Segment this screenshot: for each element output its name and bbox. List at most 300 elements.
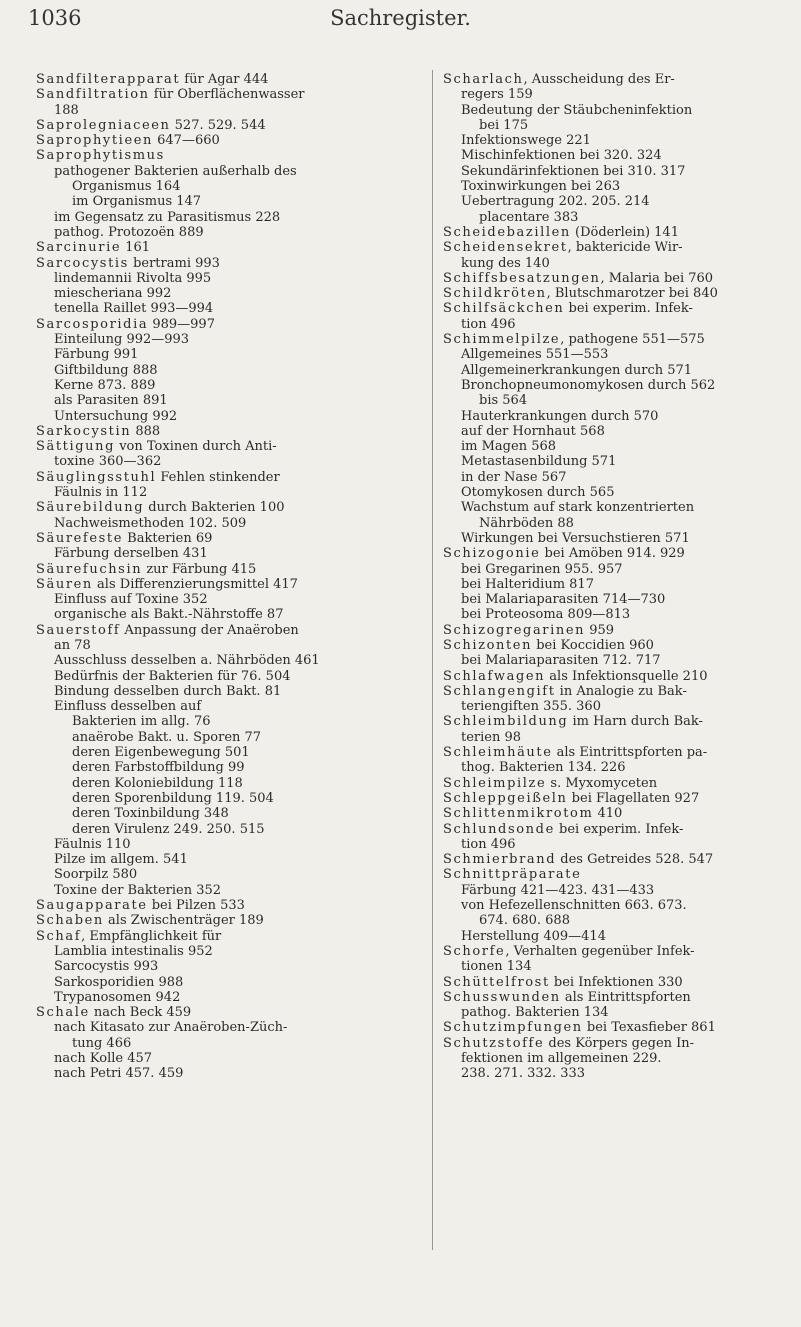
index-subentry: [36, 210, 386, 225]
index-entry: [36, 898, 386, 913]
index-subentry: [36, 301, 386, 316]
index-references: Uebertragung 202. 205. 214: [461, 194, 650, 210]
index-references: , Blutschmarotzer bei 840: [546, 286, 718, 302]
index-subentry: [36, 990, 386, 1005]
index-term: Schleimpilze: [443, 775, 547, 791]
index-references: regers 159: [461, 87, 533, 103]
index-references: Bakterien im allg. 76: [72, 714, 211, 730]
index-references: Einteilung 992—993: [54, 332, 190, 348]
index-entry: [443, 791, 793, 806]
index-references: auf der Hornhaut 568: [461, 423, 605, 439]
index-references: Bindung desselben durch Bakt. 81: [54, 683, 282, 699]
index-references: thog. Bakterien 134. 226: [461, 760, 626, 776]
index-references: Toxine der Bakterien 352: [54, 882, 222, 898]
index-references: (Döderlein) 141: [570, 224, 679, 240]
index-subentry: [443, 959, 793, 974]
index-term: Schorfe: [443, 943, 506, 959]
index-term: Schizogonie: [443, 546, 541, 562]
index-subentry: [443, 929, 793, 944]
index-subentry: [36, 164, 386, 179]
index-subentry: [443, 607, 793, 622]
index-subentry: [36, 822, 386, 837]
index-term: Schizogregarinen: [443, 622, 586, 638]
index-subentry: [443, 363, 793, 378]
index-term: Sandfilterapparat: [36, 72, 181, 87]
index-subentry: [36, 684, 386, 699]
index-term: Saprolegniaceen: [36, 117, 171, 133]
index-subentry: [36, 409, 386, 424]
index-term: Schleppgeißeln: [443, 790, 568, 806]
index-references: Kerne 873. 889: [54, 377, 156, 393]
index-entry: [443, 684, 793, 699]
index-references: an 78: [54, 637, 91, 653]
index-subentry: [36, 378, 386, 393]
index-subentry: [36, 745, 386, 760]
index-references: Bedeutung der Stäubcheninfektion: [461, 102, 693, 118]
index-subentry: [36, 546, 386, 561]
index-references: miescheriana 992: [54, 286, 172, 302]
index-references: deren Farbstoffbildung 99: [72, 760, 245, 776]
index-subentry: [443, 317, 793, 332]
index-subentry: [443, 393, 793, 408]
index-references: als Eintrittspforten: [560, 989, 691, 1005]
index-term: Scharlach: [443, 72, 524, 87]
index-references: Sekundärinfektionen bei 310. 317: [461, 163, 686, 179]
index-subentry: [443, 577, 793, 592]
index-term: Säuren: [36, 576, 93, 592]
index-references: Mischinfektionen bei 320. 324: [461, 148, 662, 164]
index-references: von Toxinen durch Anti-: [115, 439, 277, 455]
index-subentry: [443, 760, 793, 775]
index-references: bei Pilzen 533: [147, 898, 245, 914]
index-term: Schlittenmikrotom: [443, 806, 594, 822]
index-subentry: [443, 516, 793, 531]
index-references: Bedürfnis der Bakterien für 76. 504: [54, 668, 291, 684]
index-entry: [36, 256, 386, 271]
index-entry: [443, 944, 793, 959]
index-references: placentare 383: [479, 209, 579, 225]
index-entry: [36, 577, 386, 592]
index-entry: [443, 638, 793, 653]
index-subentry: [36, 867, 386, 882]
index-entry: [443, 852, 793, 867]
index-entry: [36, 439, 386, 454]
index-references: pathog. Protozoën 889: [54, 224, 204, 240]
index-term: Schizonten: [443, 637, 533, 653]
index-entry: [36, 118, 386, 133]
index-subentry: [443, 164, 793, 179]
index-subentry: [36, 1051, 386, 1066]
index-references: , Verhalten gegenüber Infek-: [505, 943, 695, 959]
index-subentry: [443, 1066, 793, 1081]
index-references: des Körpers gegen In-: [544, 1035, 695, 1051]
index-references: Einfluss desselben auf: [54, 699, 202, 715]
index-subentry: [443, 103, 793, 118]
index-entry: [443, 776, 793, 791]
index-term: Schmierbrand: [443, 852, 557, 868]
index-entry: [443, 990, 793, 1005]
index-references: toxine 360—362: [54, 454, 162, 470]
index-subentry: [36, 975, 386, 990]
index-references: im Magen 568: [461, 439, 557, 455]
index-subentry: [443, 500, 793, 515]
index-term: Schlafwagen: [443, 668, 546, 684]
index-subentry: [443, 439, 793, 454]
index-entry: [36, 913, 386, 928]
index-references: 989—997: [148, 316, 215, 332]
index-subentry: [36, 454, 386, 469]
index-references: bis 564: [479, 393, 528, 409]
index-references: Anpassung der Anaëroben: [120, 622, 299, 638]
index-subentry: [36, 791, 386, 806]
index-references: Färbung 421—423. 431—433: [461, 882, 655, 898]
index-references: Hauterkrankungen durch 570: [461, 408, 659, 424]
index-term: Schildkröten: [443, 286, 547, 302]
index-subentry: [36, 959, 386, 974]
index-subentry: [443, 454, 793, 469]
index-references: nach Kolle 457: [54, 1051, 153, 1066]
index-column-right: [443, 72, 793, 1082]
index-subentry: [36, 730, 386, 745]
index-subentry: [443, 730, 793, 745]
index-entry: [36, 470, 386, 485]
index-entry: [443, 806, 793, 821]
index-subentry: [36, 194, 386, 209]
index-references: bei Malariaparasiten 714—730: [461, 592, 666, 608]
index-subentry: [443, 898, 793, 913]
index-subentry: [443, 1051, 793, 1066]
index-subentry: [443, 837, 793, 852]
index-subentry: [36, 776, 386, 791]
index-references: bei Flagellaten 927: [567, 790, 700, 806]
index-references: Fäulnis in 112: [54, 485, 148, 501]
index-subentry: [36, 806, 386, 821]
index-term: Schlundsonde: [443, 821, 555, 837]
index-term: Schutzimpfungen: [443, 1020, 583, 1036]
index-references: Infektionswege 221: [461, 133, 591, 149]
index-references: bei experim. Infek-: [564, 301, 693, 317]
index-term: Schleimhäute: [443, 745, 553, 761]
index-entry: [36, 240, 386, 255]
index-references: von Hefezellenschnitten 663. 673.: [461, 898, 687, 914]
index-term: Säuglingsstuhl: [36, 469, 157, 485]
index-entry: [36, 562, 386, 577]
index-term: Schale: [36, 1005, 90, 1021]
index-term: Schiffsbesatzungen: [443, 270, 601, 286]
index-term: Sarcocystis: [36, 255, 129, 271]
index-subentry: [36, 653, 386, 668]
index-subentry: [443, 210, 793, 225]
index-term: Säurefeste: [36, 530, 124, 546]
index-column-left: [36, 72, 386, 1082]
index-references: Otomykosen durch 565: [461, 485, 615, 501]
index-term: Scheidebazillen: [443, 224, 571, 240]
index-subentry: [443, 562, 793, 577]
index-references: bei Infektionen 330: [549, 974, 683, 990]
index-subentry: [36, 714, 386, 729]
index-entry: [443, 271, 793, 286]
index-references: im Gegensatz zu Parasitismus 228: [54, 209, 281, 225]
index-subentry: [36, 607, 386, 622]
index-entry: [443, 714, 793, 729]
index-references: 647—660: [153, 133, 220, 149]
index-subentry: [36, 332, 386, 347]
index-references: deren Sporenbildung 119. 504: [72, 790, 274, 806]
index-entry: [443, 301, 793, 316]
index-references: des Getreides 528. 547: [556, 852, 714, 868]
index-references: Ausschluss desselben a. Nährböden 461: [54, 653, 320, 669]
index-subentry: [443, 699, 793, 714]
index-entry: [36, 623, 386, 638]
index-entry: [443, 240, 793, 255]
index-references: , Ausscheidung des Er-: [523, 72, 675, 87]
index-references: , baktericide Wir-: [567, 240, 683, 256]
index-references: organische als Bakt.-Nährstoffe 87: [54, 607, 284, 623]
index-entry: [36, 424, 386, 439]
index-references: tionen 134: [461, 959, 532, 975]
index-references: für Oberflächenwasser: [149, 87, 305, 103]
index-references: bei Texasfieber 861: [582, 1020, 716, 1036]
index-references: Lamblia intestinalis 952: [54, 943, 213, 959]
index-references: Färbung derselben 431: [54, 546, 208, 562]
index-references: deren Eigenbewegung 501: [72, 745, 250, 761]
index-subentry: [36, 286, 386, 301]
index-entry: [36, 317, 386, 332]
index-references: als Differenzierungsmittel 417: [92, 576, 298, 592]
index-references: Färbung 991: [54, 347, 139, 363]
index-term: Schimmelpilze: [443, 332, 561, 348]
index-references: tenella Raillet 993—994: [54, 301, 214, 317]
index-references: fektionen im allgemeinen 229.: [461, 1051, 662, 1066]
index-references: Organismus 164: [72, 179, 181, 195]
index-references: s. Myxomyceten: [546, 775, 658, 791]
index-references: 674. 680. 688: [479, 913, 570, 929]
index-term: Schaf: [36, 928, 82, 944]
index-references: als Zwischenträger 189: [103, 913, 264, 929]
index-term: Sauerstoff: [36, 622, 121, 638]
index-subentry: [36, 837, 386, 852]
index-references: bei Amöben 914. 929: [540, 546, 685, 562]
index-subentry: [443, 531, 793, 546]
index-subentry: [36, 347, 386, 362]
index-term: Schutzstoffe: [443, 1035, 545, 1051]
index-term: Saprophytieen: [36, 133, 153, 149]
index-references: im Organismus 147: [72, 194, 202, 210]
index-entry: [443, 745, 793, 760]
index-subentry: [36, 1066, 386, 1081]
index-subentry: [36, 516, 386, 531]
index-entry: [36, 148, 386, 163]
page-header: Sachregister.: [330, 6, 471, 30]
index-entry: [443, 669, 793, 684]
index-entry: [443, 72, 793, 87]
index-references: Untersuchung 992: [54, 408, 178, 424]
index-term: Sarcosporidia: [36, 316, 149, 332]
index-subentry: [36, 592, 386, 607]
index-term: Sättigung: [36, 439, 116, 455]
index-references: Allgemeines 551—553: [461, 347, 609, 363]
index-term: Scheidensekret: [443, 240, 568, 256]
page-number: 1036: [28, 6, 82, 30]
index-entry: [36, 133, 386, 148]
index-term: Saugapparate: [36, 898, 148, 914]
index-subentry: [443, 1005, 793, 1020]
index-subentry: [36, 1020, 386, 1035]
index-references: pathogener Bakterien außerhalb des: [54, 163, 297, 179]
index-references: Giftbildung 888: [54, 362, 158, 378]
index-references: Toxinwirkungen bei 263: [461, 179, 621, 195]
index-references: Wirkungen bei Versuchstieren 571: [461, 530, 690, 546]
index-subentry: [36, 485, 386, 500]
index-subentry: [36, 103, 386, 118]
index-subentry: [36, 271, 386, 286]
index-references: im Harn durch Bak-: [568, 714, 703, 730]
index-references: bei Halteridium 817: [461, 576, 594, 592]
index-entry: [36, 929, 386, 944]
index-entry: [443, 546, 793, 561]
index-subentry: [36, 760, 386, 775]
index-references: Allgemeinerkrankungen durch 571: [461, 362, 693, 378]
index-references: 888: [131, 423, 161, 439]
index-references: Trypanosomen 942: [54, 989, 181, 1005]
index-references: Herstellung 409—414: [461, 928, 606, 944]
index-entry: [36, 531, 386, 546]
index-references: Sarkosporidien 988: [54, 974, 184, 990]
index-entry: [36, 500, 386, 515]
index-references: Wachstum auf stark konzentrierten: [461, 500, 695, 516]
index-entry: [443, 623, 793, 638]
index-term: Sandfiltration: [36, 87, 150, 103]
index-references: tion 496: [461, 836, 516, 852]
index-entry: [443, 1036, 793, 1051]
index-references: terien 98: [461, 729, 522, 745]
index-entry: [36, 87, 386, 102]
index-references: Bronchopneumonomykosen durch 562: [461, 377, 716, 393]
index-subentry: [36, 883, 386, 898]
index-entry: [443, 822, 793, 837]
index-term: Sarcinurie: [36, 240, 122, 256]
index-subentry: [443, 424, 793, 439]
index-subentry: [443, 485, 793, 500]
index-term: Schlangengift: [443, 683, 556, 699]
index-references: Metastasenbildung 571: [461, 454, 617, 470]
index-entry: [443, 332, 793, 347]
index-references: 161: [121, 240, 151, 256]
index-term: Schusswunden: [443, 989, 561, 1005]
index-subentry: [36, 1036, 386, 1051]
index-references: deren Toxinbildung 348: [72, 806, 229, 822]
index-references: Fäulnis 110: [54, 836, 131, 852]
index-references: bei experim. Infek-: [554, 821, 684, 837]
index-entry: [443, 1020, 793, 1035]
index-references: Fehlen stinkender: [156, 469, 280, 485]
index-references: deren Virulenz 249. 250. 515: [72, 821, 265, 837]
index-subentry: [443, 148, 793, 163]
index-references: nach Beck 459: [89, 1005, 192, 1021]
index-references: Sarcocystis 993: [54, 959, 159, 975]
index-term: Saprophytismus: [36, 148, 165, 164]
index-references: bertrami 993: [128, 255, 220, 271]
index-subentry: [443, 87, 793, 102]
index-subentry: [36, 393, 386, 408]
index-entry: [36, 72, 386, 87]
index-references: als Eintrittspforten pa-: [552, 745, 708, 761]
index-references: zur Färbung 415: [142, 561, 257, 577]
index-references: durch Bakterien 100: [144, 500, 285, 516]
index-references: Einfluss auf Toxine 352: [54, 592, 208, 608]
index-references: , Empfänglichkeit für: [81, 928, 222, 944]
index-subentry: [36, 179, 386, 194]
index-subentry: [443, 378, 793, 393]
index-references: bei Proteosoma 809—813: [461, 607, 631, 623]
index-subentry: [443, 133, 793, 148]
index-references: nach Kitasato zur Anaëroben-Züch-: [54, 1020, 288, 1036]
index-term: Schnittpräparate: [443, 867, 582, 883]
index-references: , pathogene 551—575: [560, 332, 705, 348]
column-divider: [432, 70, 433, 1250]
index-references: 959: [585, 622, 615, 638]
index-references: in der Nase 567: [461, 469, 567, 485]
index-term: Säurebildung: [36, 500, 145, 516]
index-references: , Malaria bei 760: [600, 270, 714, 286]
index-references: 410: [593, 806, 623, 822]
index-references: lindemannii Rivolta 995: [54, 270, 212, 286]
index-references: kung des 140: [461, 255, 550, 271]
index-subentry: [443, 194, 793, 209]
index-subentry: [443, 347, 793, 362]
index-references: anaërobe Bakt. u. Sporen 77: [72, 729, 262, 745]
index-references: 188: [54, 102, 79, 118]
index-references: bei Malariaparasiten 712. 717: [461, 653, 661, 669]
index-references: Nachweismethoden 102. 509: [54, 515, 247, 531]
index-term: Schaben: [36, 913, 104, 929]
index-term: Säurefuchsin: [36, 561, 143, 577]
index-references: Bakterien 69: [123, 530, 213, 546]
index-references: deren Koloniebildung 118: [72, 775, 243, 791]
index-references: bei Koccidien 960: [532, 637, 654, 653]
index-subentry: [443, 653, 793, 668]
index-references: Soorpilz 580: [54, 867, 138, 883]
index-entry: [443, 225, 793, 240]
index-entry: [443, 867, 793, 882]
index-references: 238. 271. 332. 333: [461, 1066, 586, 1082]
index-references: als Parasiten 891: [54, 393, 168, 409]
index-references: für Agar 444: [180, 72, 269, 87]
index-references: bei 175: [479, 117, 529, 133]
index-subentry: [36, 225, 386, 240]
index-references: bei Gregarinen 955. 957: [461, 561, 623, 577]
index-term: Schüttelfrost: [443, 974, 550, 990]
index-subentry: [443, 592, 793, 607]
index-references: Nährböden 88: [479, 515, 574, 531]
index-subentry: [443, 256, 793, 271]
index-references: teriengiften 355. 360: [461, 699, 601, 715]
index-references: nach Petri 457. 459: [54, 1066, 184, 1082]
index-subentry: [36, 944, 386, 959]
index-references: 527. 529. 544: [170, 117, 266, 133]
index-subentry: [443, 118, 793, 133]
index-entry: [36, 1005, 386, 1020]
index-term: Schleimbildung: [443, 714, 569, 730]
index-entry: [443, 286, 793, 301]
index-subentry: [443, 913, 793, 928]
index-references: in Analogie zu Bak-: [555, 683, 687, 699]
index-references: tion 496: [461, 316, 516, 332]
index-subentry: [443, 179, 793, 194]
index-references: tung 466: [72, 1035, 132, 1051]
index-subentry: [36, 638, 386, 653]
index-entry: [443, 975, 793, 990]
